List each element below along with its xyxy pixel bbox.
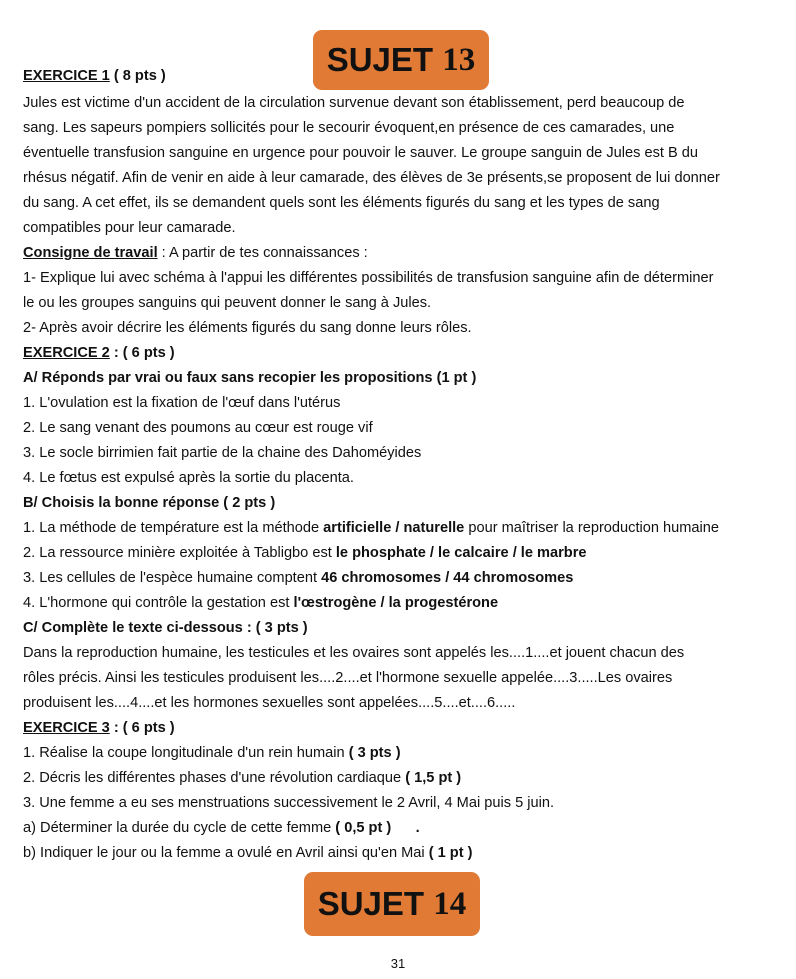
part-c-line: rôles précis. Ainsi les testicules produisent les....2....et l'hormone sexuelle appelée....3.....Les ovaires — [23, 670, 673, 686]
exercice-3-heading — [23, 718, 175, 738]
part-b-choices: 46 chromosomes / 44 chromosomes — [321, 570, 574, 586]
badge-word: SUJET — [317, 885, 425, 922]
ex3-item — [23, 793, 554, 813]
sujet-14-badge — [304, 872, 480, 936]
exercice-3-title: EXERCICE 3 — [23, 720, 110, 736]
badge-number: 14 — [433, 885, 467, 922]
ex3-item-text: 2. Décris les différentes phases d'une révolution cardiaque — [23, 770, 406, 786]
ex1-question-1: 1- Explique lui avec schéma à l'appui les différentes possibilités de transfusion sanguine afin de déterminer — [23, 270, 714, 286]
part-b-item — [23, 593, 498, 613]
exercice-2-points: : ( 6 pts ) — [109, 345, 175, 361]
part-a-item: 3. Le socle birrimien fait partie de la chaine des Dahoméyides — [23, 445, 422, 461]
sujet-13-badge — [313, 30, 489, 90]
part-b-choices: l'œstrogène / la progestérone — [293, 595, 499, 611]
exercice-2-heading — [23, 343, 175, 363]
exercice-1-points: ( 8 pts ) — [113, 68, 166, 84]
ex3-item — [23, 768, 461, 788]
part-b-item-text: pour maîtriser la reproduction humaine — [464, 520, 720, 536]
ex1-text-line: du sang. A cet effet, ils se demandent quels sont les éléments figurés du sang et les types de sang — [23, 195, 660, 211]
part-a-item: 1. L'ovulation est la fixation de l'œuf dans l'utérus — [23, 395, 341, 411]
ex3-item-points: ( 1,5 pt ) — [405, 770, 462, 786]
part-a-item: 2. Le sang venant des poumons au cœur est rouge vif — [23, 420, 373, 436]
exercice-3-points: : ( 6 pts ) — [109, 720, 175, 736]
part-b-item-text: 4. L'hormone qui contrôle la gestation est — [23, 595, 294, 611]
ex1-text-line: rhésus négatif. Afin de venir en aide à leur camarade, des élèves de 3e présents,se proposent de lui donner — [23, 170, 720, 186]
ex3-item-text: 3. Une femme a eu ses menstruations successivement le 2 Avril, 4 Mai puis 5 juin. — [23, 795, 555, 811]
exercice-1-heading — [23, 66, 166, 86]
part-b-title: B/ Choisis la bonne réponse ( 2 pts ) — [23, 495, 276, 511]
ex3-item-points: ( 1 pt ) — [428, 845, 473, 861]
part-b-item-text: 1. La méthode de température est la méthode — [23, 520, 324, 536]
ex3-item-points: ( 3 pts ) — [348, 745, 401, 761]
part-b-choices: le phosphate / le calcaire / le marbre — [335, 545, 587, 561]
part-c-title: C/ Complète le texte ci-dessous : ( 3 pts ) — [23, 620, 308, 636]
part-c-line: Dans la reproduction humaine, les testicules et les ovaires sont appelés les....1....et jouent chacun des — [23, 645, 685, 661]
ex1-text-line: compatibles pour leur camarade. — [23, 220, 236, 236]
exercice-2-title: EXERCICE 2 — [23, 345, 110, 361]
part-c-line: produisent les....4....et les hormones sexuelles sont appelées....5....et....6..... — [23, 695, 516, 711]
exercice-1-title: EXERCICE 1 — [23, 68, 110, 84]
part-b-item-text: 2. La ressource minière exploitée à Tabligbo est — [23, 545, 336, 561]
ex3-item-text: a) Déterminer la durée du cycle de cette femme — [23, 820, 336, 836]
part-b-item — [23, 568, 573, 588]
ex3-item — [23, 743, 401, 763]
consigne-label: Consigne de travail — [23, 245, 158, 261]
ex1-text-line: sang. Les sapeurs pompiers sollicités pour le secourir évoquent,en présence de ces camarades, une — [23, 120, 675, 136]
ex3-item — [23, 818, 420, 838]
ex3-item-text: b) Indiquer le jour ou la femme a ovulé en Avril ainsi qu'en Mai — [23, 845, 429, 861]
page-number: 31 — [390, 956, 406, 971]
ex1-text-line: éventuelle transfusion sanguine en urgence pour pouvoir le sauver. Le groupe sanguin de Jules est B du — [23, 145, 699, 161]
part-a-title: A/ Réponds par vrai ou faux sans recopier les propositions (1 pt ) — [23, 370, 477, 386]
ex3-item — [23, 843, 472, 863]
ex3-item-points: ( 0,5 pt ) . — [335, 820, 420, 836]
consigne-line — [23, 243, 368, 263]
ex3-item-text: 1. Réalise la coupe longitudinale d'un rein humain — [23, 745, 349, 761]
ex1-question-2: 2- Après avoir décrire les éléments figurés du sang donne leurs rôles. — [23, 320, 472, 336]
part-b-item-text: 3. Les cellules de l'espèce humaine comptent — [23, 570, 322, 586]
part-b-item — [23, 518, 719, 538]
badge-word: SUJET — [326, 41, 434, 78]
consigne-text: : A partir de tes connaissances : — [157, 245, 368, 261]
part-b-item — [23, 543, 587, 563]
ex1-text-line: Jules est victime d'un accident de la circulation survenue devant son établissement, perd beaucoup de — [23, 95, 685, 111]
part-b-choices: artificielle / naturelle — [323, 520, 465, 536]
badge-number: 13 — [442, 41, 476, 78]
part-a-item: 4. Le fœtus est expulsé après la sortie du placenta. — [23, 470, 354, 486]
ex1-question-1-cont: le ou les groupes sanguins qui peuvent donner le sang à Jules. — [23, 295, 432, 311]
